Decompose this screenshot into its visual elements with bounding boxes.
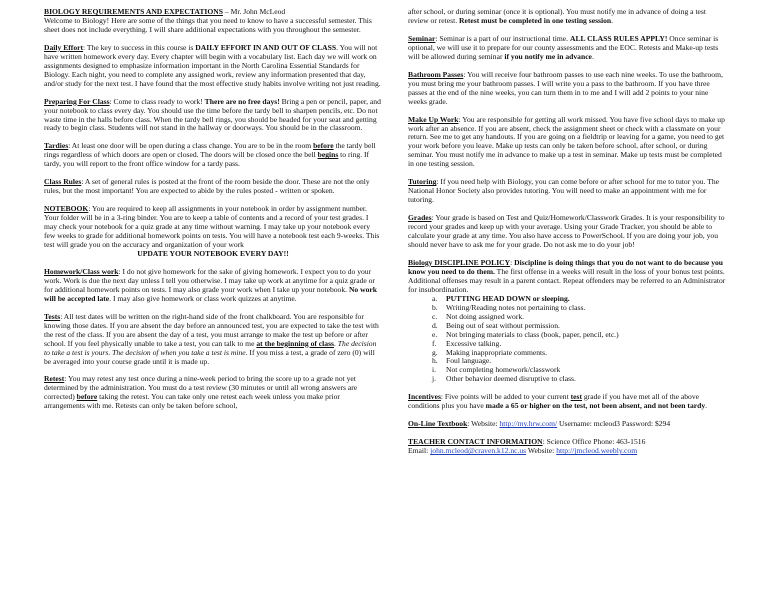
incentives-punct: . [705, 401, 708, 411]
retest-cont-emphasis: Retest must be completed in one testing session [459, 15, 612, 25]
seminar-punct: . [591, 51, 594, 61]
homework-heading: Homework/Class work [44, 266, 119, 276]
list-letter: j. [432, 374, 437, 384]
makeup-section [408, 116, 726, 170]
list-letter: d. [432, 320, 438, 330]
author: – Mr. John McLeod [222, 7, 286, 16]
notebook-text: : You are required to keep all assignments in your notebook in order by assignment number. Your folder will be in a 3-ring binder. You are to keep a table of contents and a record of your test grades. I may check your notebook for a quiz grade at any time without warning. I may take up your notebook every few weeks to grade for additional homework points on tests. You will have a notebook test each 9-weeks. This test will grade you on the accuracy and organization of your work [44, 204, 380, 250]
discipline-heading: Biology DISCIPLINE POLICY [408, 257, 511, 267]
discipline-list [408, 295, 726, 385]
makeup-heading: Make Up Work [408, 114, 459, 124]
list-item [408, 375, 726, 384]
grades-section [408, 214, 726, 250]
bathroom-text: : You will receive four bathroom passes to use each nine weeks. To use the bathroom, you must bring me your bathroom passes. I will write you a pass to the bathroom. If you have three passes at the end of the nine weeks, you can turn them in to me and I will add 2 points to your nine weeks grade. [408, 69, 723, 106]
list-text: Writing/Reading notes not pertaining to class. [446, 302, 586, 312]
list-letter: b. [432, 302, 438, 312]
seminar-text: : Seminar is a part of our instructional time. [435, 33, 570, 43]
seminar-text-2: Once seminar is optional, we will use it to prepare for our county assessments and the EOC. Retests and Make-up tests will be allowed during seminar [408, 33, 719, 61]
daily-effort-section [44, 44, 382, 89]
retest-cont-text: after school, or during seminar (once it is optional). You must notify me in advance of doing a test review or retest. [408, 7, 706, 25]
preparing-text-2: Bring a pen or pencil, paper, and your notebook to class every day. You should use the time before the tardy bell to sharpen pencils, etc. Do not waste time in the halls before class. When the tardy bell rings, you should be headed for your seat and getting ready to begin class. Students will not stand in the hallway or doorways. You should be in the classroom. [44, 96, 381, 133]
incentives-test: test [570, 392, 582, 402]
grades-text: : Your grade is based on Test and Quiz/Homework/Classwork Grades. It is your responsibility to record your grades and keep up with your average. Using your Grade Tracker, you should be able to calculate your grade at any time. You also have access to PowerSchool. If you are doing your job, you should never have to ask me for your grade. Do not ask me to do your job! [408, 213, 725, 250]
homework-section [44, 268, 382, 304]
retest-section [44, 375, 382, 411]
teacher-website-link[interactable]: http://jmcleod.weebly.com [556, 446, 638, 456]
tests-punct: . [334, 338, 338, 348]
list-text: Not doing assigned work. [446, 311, 525, 321]
tests-section [44, 313, 382, 367]
daily-effort-emphasis: DAILY EFFORT IN AND OUT OF CLASS [195, 42, 337, 52]
list-letter: i. [432, 365, 437, 375]
homework-emphasis: No work will be accepted late [44, 284, 378, 303]
bathroom-heading: Bathroom Passes [408, 69, 464, 79]
discipline-section [408, 259, 726, 295]
list-letter: f. [432, 338, 437, 348]
daily-effort-text-2: . You will not have written homework every day. Every chapter will begin with a vocabulary list. Each day we will work on assignments designed to emphasize information important in the North Carolina Essential Standards for Biology. Each night, you need to complete any assigned work, review any information presented that day, and/or study for the next test. I have found that the most effective study habits involve writing not just reading. [44, 42, 381, 88]
tardies-before: before [313, 141, 334, 151]
online-credentials: Username: mcleod3 Password: $294 [557, 419, 671, 429]
list-text: Foul language. [446, 356, 492, 366]
tardies-text-3: to ring. If tardy, you will report to the front office window for a tardy pass. [44, 150, 370, 169]
tests-emphasis: at the beginning of class [256, 338, 334, 348]
retest-before: before [76, 392, 98, 402]
notebook-reminder: UPDATE YOUR NOTEBOOK EVERY DAY!! [137, 248, 289, 258]
seminar-section [408, 35, 726, 62]
contact-website-label: Website: [526, 446, 557, 456]
email-link[interactable]: john.mcleod@craven.k12.nc.us [430, 446, 527, 456]
seminar-emphasis-2: if you notify me in advance [504, 51, 592, 61]
welcome-text: Welcome to Biology! Here are some of the things that you need to know to have a successful semester. This sheet does not include everything. I will share additional expectations with you throughout the semester. [44, 15, 372, 34]
incentives-text: : Five points will be added to your current [440, 392, 571, 402]
makeup-text: : You are responsible for getting all work missed. You have five school days to make up work after an absence. If you are absent, check the assignment sheet or check with a classmate on your return. See me to get any handouts. If you are going on a fieldtrip or leaving for a game, you need to get your work before you leave. Make up tests can only be taken before school, after school, or during seminar. You must notify me in advance to make up a test in seminar. Make up tests must be completed in one testing session. [408, 114, 725, 169]
daily-effort-text: : The key to success in this course is [83, 42, 196, 52]
homework-text: : I do not give homework for the sake of giving homework. I expect you to do your work. Work is due the next day unless I tell you otherwise. I may take up work at anytime for a quiz grade or for additional homework points on tests. I may also grade your work when I take up your notebook. [44, 266, 375, 294]
tests-decision: The decision to take a test is yours. The decision of when you take a test is mine. [44, 338, 377, 357]
tutoring-section [408, 178, 726, 205]
retest-cont-punct: . [611, 15, 614, 25]
online-textbook-heading: On-Line Textbook [408, 419, 468, 429]
list-text: Not completing homework/classwork [446, 365, 561, 375]
class-rules-section [44, 178, 382, 196]
preparing-section [44, 98, 382, 134]
left-column [44, 8, 382, 420]
contact-heading: TEACHER CONTACT INFORMATION [408, 437, 543, 447]
discipline-colon: : [510, 257, 515, 267]
tardies-text-2: the tardy bell rings regardless of which doors are open or closed. The doors will be closed once the bell [44, 141, 376, 160]
tutoring-text: : If you need help with Biology, you can come before or after school for me to tutor you. The National Honor Society also provides tutoring. You will need to make an appointment with me for tutoring. [408, 177, 719, 205]
notebook-heading: NOTEBOOK [44, 204, 89, 214]
tardies-begins: begins [317, 150, 339, 160]
list-text: Other behavior deemed disruptive to class. [446, 374, 576, 384]
seminar-heading: Seminar [408, 33, 436, 43]
tardies-text: : At least one door will be open during a class change. You are to be in the room [68, 141, 314, 151]
incentives-heading: Incentives [408, 392, 441, 402]
retest-text-2: taking the retest. You can take only one retest each week unless you make prior arrangements with me. Retests can only be taken before school, [44, 392, 340, 411]
retest-text: : You may retest any test once during a nine-week period to bring the score up to a grade not yet determined by the administration. You must do a test review (30 minutes or until all wrong answers are corrected) [44, 374, 358, 402]
seminar-emphasis: ALL CLASS RULES APPLY! [569, 33, 668, 43]
grades-heading: Grades [408, 213, 432, 223]
contact-section [408, 438, 726, 456]
contact-phone: : Science Office Phone: 463-1516 [542, 437, 646, 447]
homework-text-2: . I may also give homework or class work quizzes at anytime. [109, 293, 297, 303]
tutoring-heading: Tutoring [408, 177, 437, 187]
online-website-label: : Website: [467, 419, 500, 429]
list-text: PUTTING HEAD DOWN or sleeping. [446, 293, 570, 303]
discipline-text: The first offense in a weeks will result in the loss of your bonus test points. Additional offenses may result in a parent contact. Repeat offenders may be referred to an Administrator for insubordination. [408, 266, 726, 294]
list-text: Not bringing materials to class (book, paper, pencil, etc.) [446, 329, 619, 339]
list-letter: h. [432, 356, 438, 366]
discipline-motto: Discipline is doing things that you do not want to do because you know you need to do them. [408, 257, 724, 276]
list-text: Excessive talking. [446, 338, 502, 348]
tests-heading: Tests [44, 311, 61, 321]
retest-heading: Retest [44, 374, 65, 384]
online-textbook-section [408, 420, 726, 429]
list-text: Making inappropriate comments. [446, 347, 548, 357]
retest-continued [408, 8, 726, 26]
incentives-text-2: grade if you have met all of the above conditions plus you have [408, 392, 700, 411]
tardies-section [44, 142, 382, 169]
list-letter: g. [432, 347, 438, 357]
class-rules-text: : A set of general rules is posted at the front of the room beside the door. These are not the only rules, but the most important! You are expected to abide by the rules posted - written or spoken. [44, 177, 370, 196]
list-text: Being out of seat without permission. [446, 320, 560, 330]
list-letter: e. [432, 329, 438, 339]
incentives-conditions: made a 65 or higher on the test, not been absent, and not been tardy [485, 401, 706, 411]
tardies-heading: Tardies [44, 141, 69, 151]
header-paragraph [44, 8, 382, 35]
daily-effort-heading: Daily Effort [44, 42, 84, 52]
list-letter: c. [432, 311, 438, 321]
class-rules-heading: Class Rules [44, 177, 82, 187]
email-label: Email: [408, 446, 431, 456]
incentives-section [408, 393, 726, 411]
preparing-text: : Come to class ready to work! [109, 96, 205, 106]
notebook-section [44, 205, 382, 259]
preparing-emphasis: There are no free days! [204, 96, 280, 106]
textbook-link[interactable]: http://my.hrw.com/ [499, 419, 558, 429]
right-column [408, 8, 726, 465]
document-title: BIOLOGY REQUIREMENTS AND EXPECTATIONS [44, 7, 223, 16]
preparing-heading: Preparing For Class [44, 96, 110, 106]
list-letter: a. [432, 293, 438, 303]
tests-text-2: If you miss a test, a grade of zero (0) will be averaged into your course grade until it is made up. [44, 347, 375, 366]
bathroom-section [408, 71, 726, 107]
tests-text: : All test dates will be written on the right-hand side of the front chalkboard. You are responsible for knowing those dates. If you are absent the day before an announced test, you are expected to take the test with the rest of the class. If you are absent the day of a test, you must arrange to make the test up before or after school. If you feel physically unable to take a test, you can talk to me [44, 311, 379, 348]
